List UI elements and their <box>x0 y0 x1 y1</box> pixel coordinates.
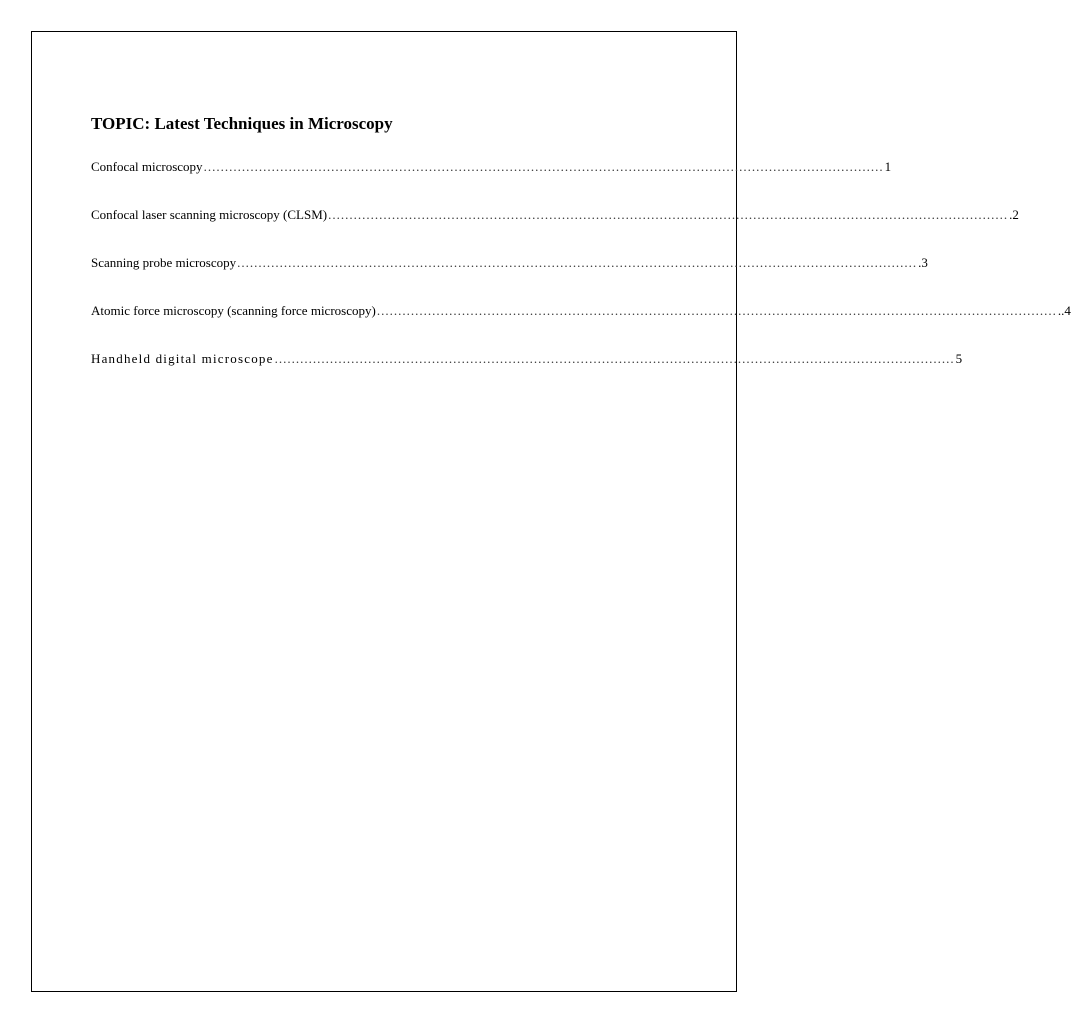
toc-page-number: .3 <box>918 255 928 270</box>
toc-entry-handheld-digital-microscope[interactable] <box>91 349 963 397</box>
toc-page-number: 1 <box>884 159 892 174</box>
toc-entry-confocal-microscopy[interactable] <box>91 157 892 205</box>
document-title: TOPIC: Latest Techniques in Microscopy <box>91 114 393 133</box>
toc-page-number: ..4 <box>1057 303 1071 318</box>
toc-entry-label: Scanning probe microscopy <box>91 255 237 270</box>
toc-entry-label: Atomic force microscopy (scanning force microscopy) <box>91 303 376 318</box>
toc-entry-clsm[interactable] <box>91 205 1019 253</box>
toc-entry-label: Confocal microscopy <box>91 159 203 174</box>
toc-entry-label: Handheld digital microscope <box>91 351 274 366</box>
document-page <box>31 31 1071 992</box>
toc-entry-label: Confocal laser scanning microscopy (CLSM) <box>91 207 328 222</box>
table-of-contents <box>91 157 1071 397</box>
toc-page-number: .2 <box>1009 207 1019 222</box>
toc-entry-atomic-force-microscopy[interactable] <box>91 301 1071 349</box>
dot-leader: ................................................................................................................................................................ <box>203 159 884 174</box>
toc-entry-scanning-probe-microscopy[interactable] <box>91 253 928 301</box>
dot-leader: ................................................................................................................................................................ <box>274 351 955 366</box>
toc-page-number: 5 <box>955 351 963 366</box>
dot-leader: ................................................................................................................................................................ <box>328 207 1009 222</box>
dot-leader: ................................................................................................................................................................ <box>237 255 918 270</box>
dot-leader: ................................................................................................................................................................ <box>376 303 1057 318</box>
